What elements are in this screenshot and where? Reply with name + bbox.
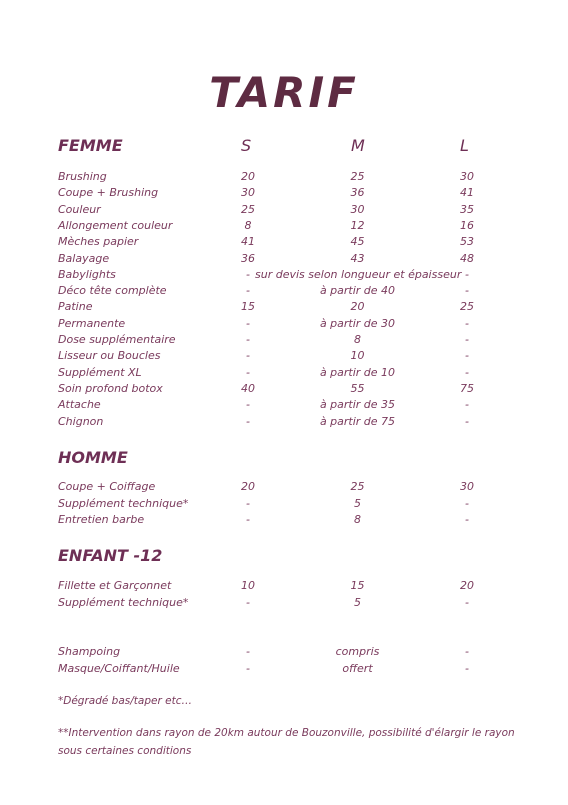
price-s: - <box>246 349 250 363</box>
price-row <box>0 219 568 235</box>
size-header-l: L <box>460 136 469 155</box>
price-l: - <box>465 398 469 412</box>
price-m: 5 <box>354 496 361 510</box>
service-label: Chignon <box>58 414 104 428</box>
service-label: Couleur <box>58 202 101 216</box>
service-label: Supplément technique* <box>58 496 189 510</box>
price-s: - <box>246 513 250 526</box>
price-l: - <box>465 284 469 298</box>
service-label: Entretien barbe <box>58 513 145 526</box>
service-label: Babylights <box>58 267 116 281</box>
price-l: - <box>465 349 469 363</box>
service-label: Soin profond botox <box>58 381 163 395</box>
price-m: 25 <box>350 480 365 493</box>
price-l: - <box>465 365 469 379</box>
price-m: 55 <box>350 381 365 395</box>
price-s: 15 <box>241 300 255 314</box>
service-label: Patine <box>58 300 93 314</box>
price-s: - <box>246 645 250 658</box>
price-m: 45 <box>350 235 365 249</box>
price-row <box>0 252 568 268</box>
footnote-intervention: **Intervention dans rayon de 20km autour de Bouzonville, possibilité d'élargir le rayon sous certaines conditions <box>58 727 515 757</box>
price-m: 8 <box>354 513 361 526</box>
service-label: Supplément technique* <box>58 595 189 609</box>
section-title-homme: HOMME <box>58 448 128 467</box>
price-l: - <box>465 513 469 526</box>
price-s: - <box>246 398 250 412</box>
price-m: à partir de 35 <box>319 398 396 412</box>
price-s: 25 <box>241 202 255 216</box>
price-m: offert <box>342 661 373 675</box>
price-row <box>0 317 568 333</box>
price-s: - <box>246 267 250 281</box>
price-s: 30 <box>241 186 255 200</box>
price-row <box>0 415 568 431</box>
footnote-degrade: *Dégradé bas/taper etc… <box>58 695 192 707</box>
service-label: Fillette et Garçonnet <box>58 579 172 592</box>
price-s: 10 <box>241 579 255 592</box>
price-row <box>0 170 568 186</box>
section-title-femme: FEMME <box>58 136 123 155</box>
price-m: 25 <box>350 170 365 183</box>
price-s: - <box>246 284 250 298</box>
price-row <box>0 235 568 251</box>
price-l: 35 <box>460 202 474 216</box>
price-l: 16 <box>460 218 474 232</box>
price-row <box>0 596 568 612</box>
price-l: - <box>465 595 469 609</box>
price-m: compris <box>335 645 380 658</box>
price-s: 40 <box>241 381 255 395</box>
service-label: Coupe + Coiffage <box>58 480 156 493</box>
price-m: 43 <box>350 251 365 265</box>
price-m: à partir de 75 <box>319 414 396 428</box>
price-s: 41 <box>241 235 255 249</box>
price-m: à partir de 10 <box>319 365 396 379</box>
service-label: Attache <box>58 398 101 412</box>
price-row <box>0 268 568 284</box>
price-row <box>0 645 568 661</box>
price-row <box>0 186 568 202</box>
price-m: à partir de 40 <box>319 284 396 298</box>
price-row <box>0 203 568 219</box>
price-m: sur devis selon longueur et épaisseur <box>255 267 462 281</box>
price-row <box>0 480 568 496</box>
price-l: 25 <box>460 300 474 314</box>
service-label: Permanente <box>58 316 126 330</box>
price-s: 36 <box>241 251 255 265</box>
price-l: - <box>465 267 469 281</box>
price-row <box>0 579 568 595</box>
price-row <box>0 513 568 529</box>
price-s: 20 <box>241 170 255 183</box>
price-row <box>0 284 568 300</box>
service-label: Dose supplémentaire <box>58 333 176 346</box>
service-label: Masque/Coiffant/Huile <box>58 661 180 675</box>
price-s: - <box>246 595 250 609</box>
service-label: Balayage <box>58 251 110 265</box>
price-l: 41 <box>460 186 474 200</box>
price-row <box>0 349 568 365</box>
price-m: 20 <box>350 300 365 314</box>
price-row <box>0 662 568 678</box>
price-s: 8 <box>244 218 252 232</box>
price-m: 36 <box>350 186 365 200</box>
price-m: à partir de 30 <box>319 316 396 330</box>
price-s: - <box>246 333 250 346</box>
service-label: Brushing <box>58 170 107 183</box>
service-label: Supplément XL <box>58 365 142 379</box>
service-label: Déco tête complète <box>58 284 167 298</box>
price-row <box>0 366 568 382</box>
price-s: - <box>246 661 250 675</box>
price-m: 30 <box>350 202 365 216</box>
price-row <box>0 382 568 398</box>
price-l: 48 <box>460 251 474 265</box>
price-s: - <box>246 365 250 379</box>
price-l: - <box>465 645 469 658</box>
price-row <box>0 497 568 513</box>
service-label: Lisseur ou Boucles <box>58 349 161 363</box>
service-label: Allongement couleur <box>58 218 173 232</box>
price-row <box>0 333 568 349</box>
price-row <box>0 398 568 414</box>
price-l: - <box>465 661 469 675</box>
price-m: 10 <box>350 349 365 363</box>
price-l: 75 <box>460 381 474 395</box>
price-s: - <box>246 316 250 330</box>
size-header-s: S <box>241 136 252 155</box>
price-m: 15 <box>350 579 365 592</box>
price-l: 30 <box>460 170 474 183</box>
page-title: TARIF <box>209 68 359 117</box>
service-label: Shampoing <box>58 645 121 658</box>
price-l: - <box>465 316 469 330</box>
size-header-m: M <box>351 136 365 155</box>
price-l: - <box>465 414 469 428</box>
price-m: 5 <box>354 595 361 609</box>
price-m: 12 <box>350 218 365 232</box>
price-l: - <box>465 496 469 510</box>
price-row <box>0 300 568 316</box>
price-l: 30 <box>460 480 474 493</box>
price-l: 53 <box>460 235 474 249</box>
section-title-enfant: ENFANT -12 <box>58 546 163 565</box>
price-m: 8 <box>354 333 361 346</box>
service-label: Coupe + Brushing <box>58 186 159 200</box>
price-s: - <box>246 496 250 510</box>
price-s: - <box>246 414 250 428</box>
price-s: 20 <box>241 480 255 493</box>
price-l: 20 <box>460 579 474 592</box>
price-l: - <box>465 333 469 346</box>
service-label: Mèches papier <box>58 235 139 249</box>
